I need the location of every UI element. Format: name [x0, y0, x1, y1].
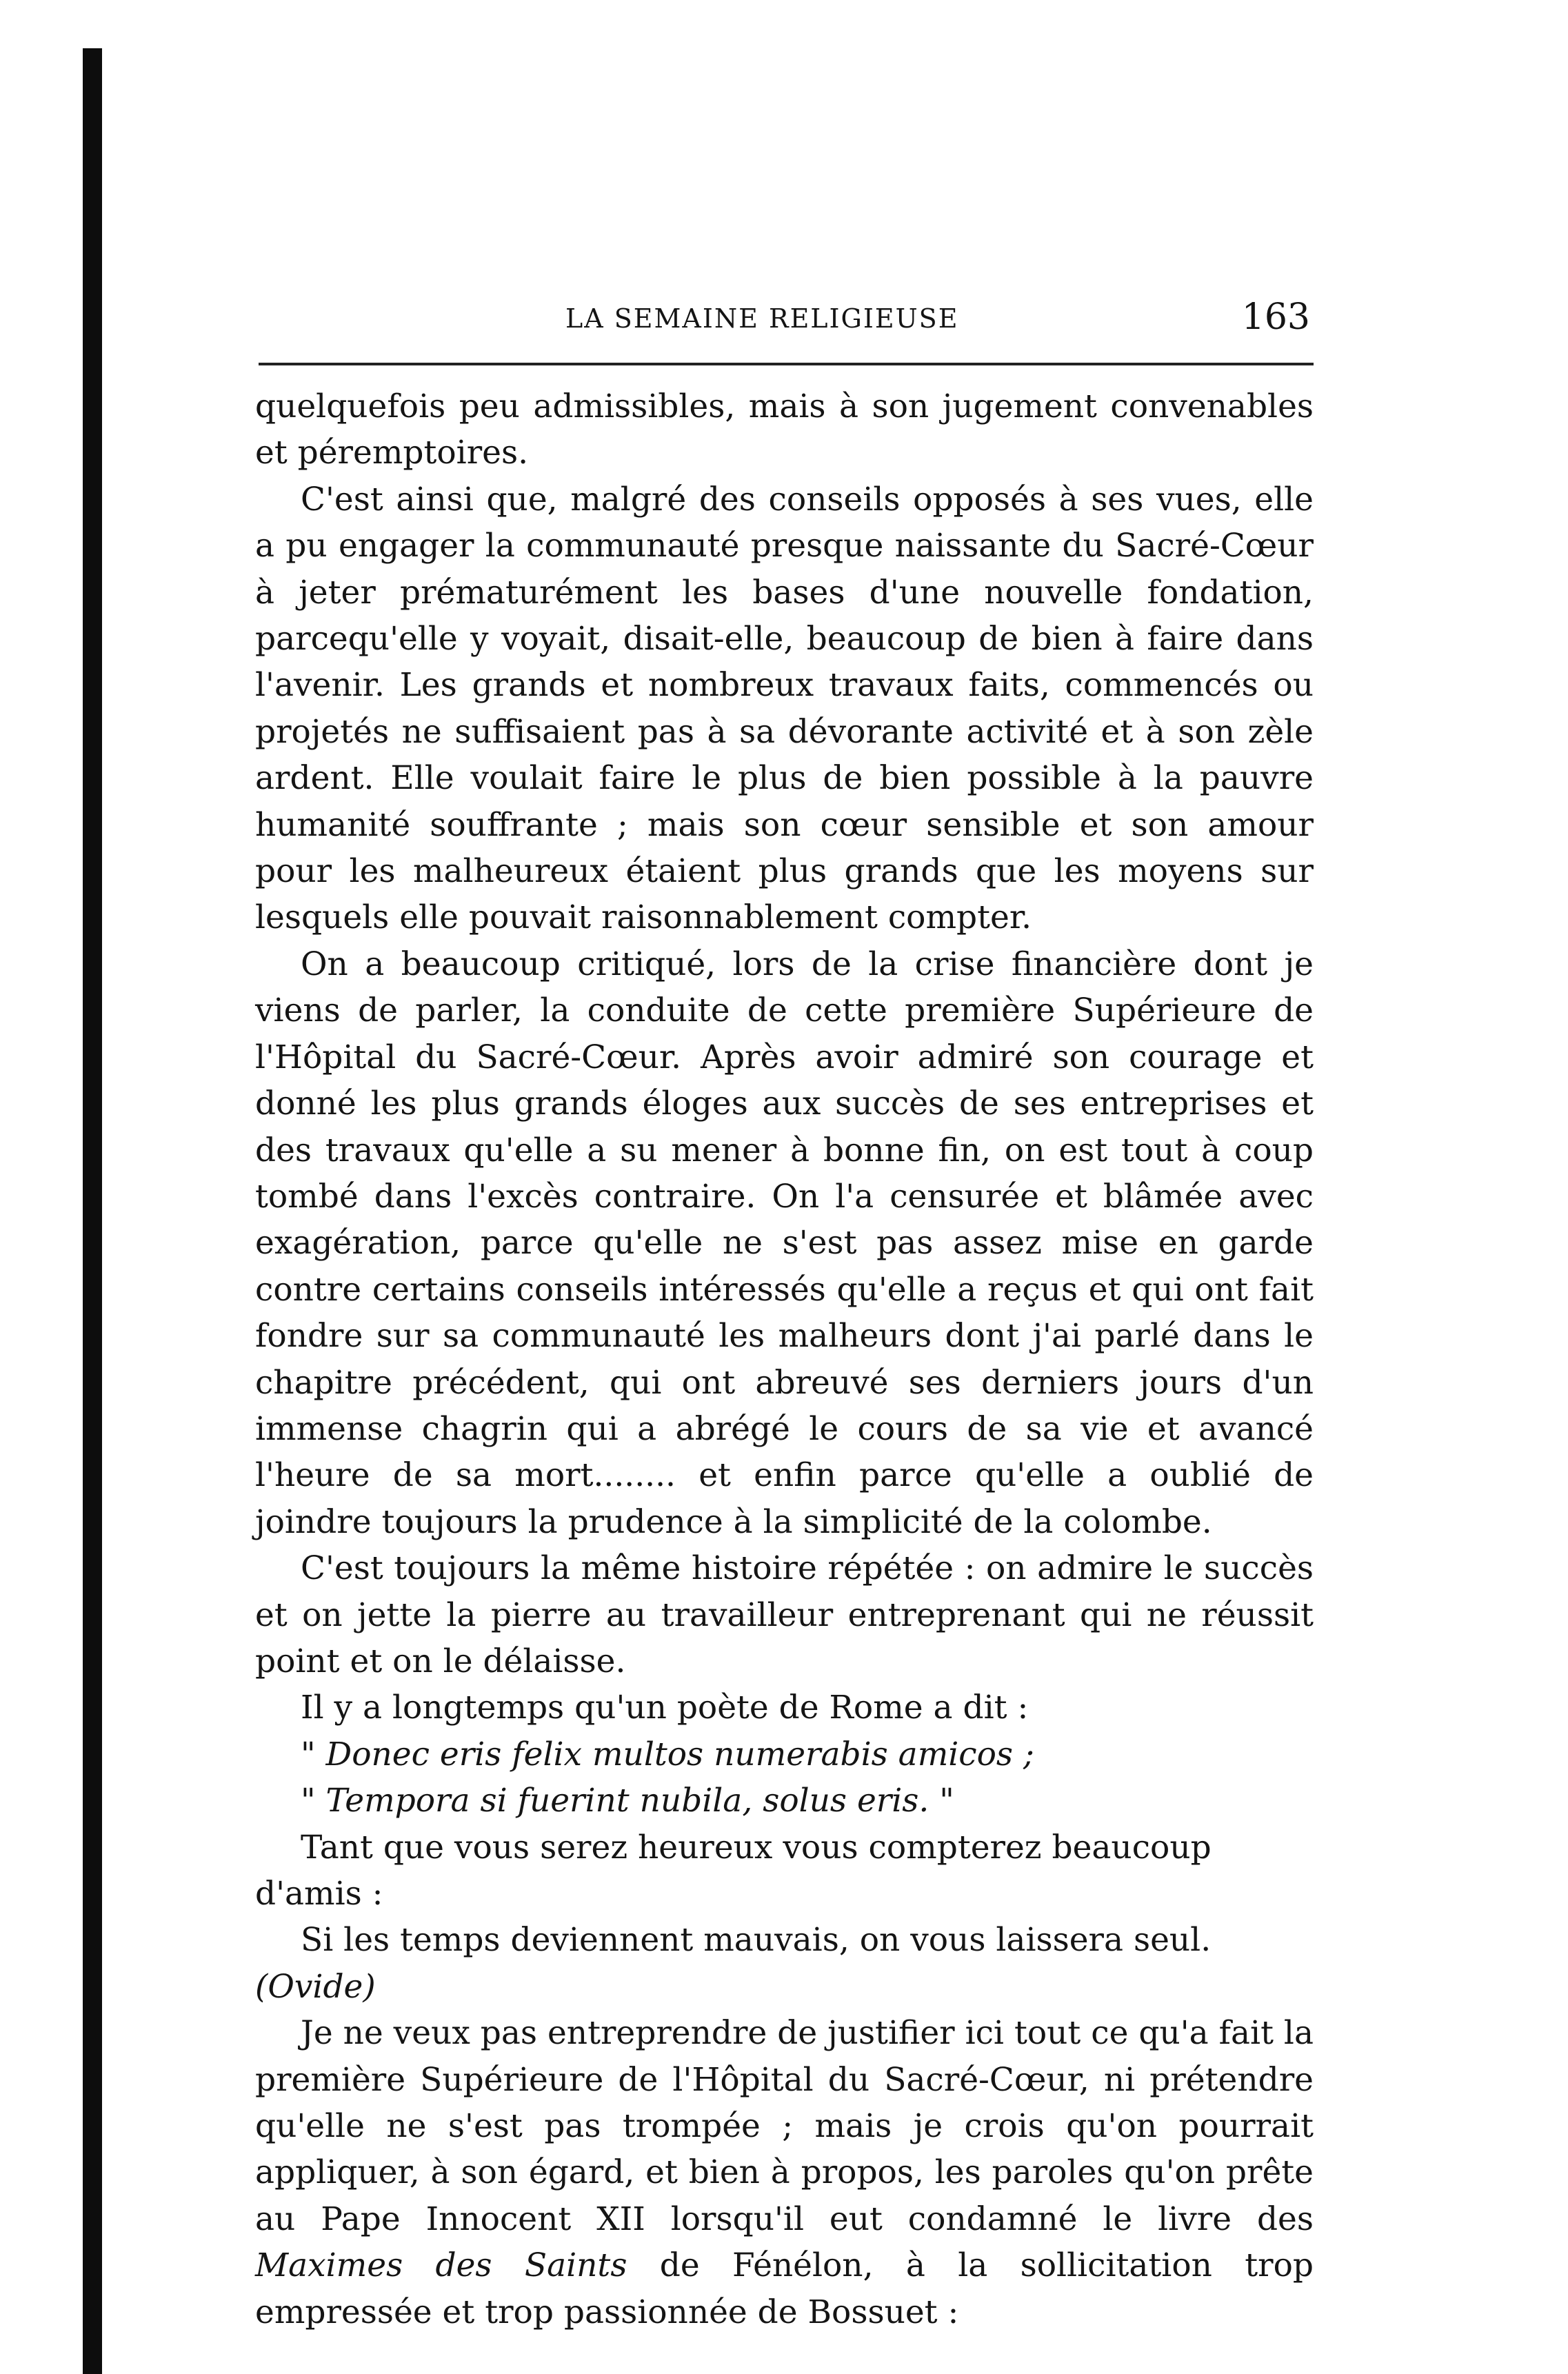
paragraph-3: On a beaucoup critiqué, lors de la crise financière dont je viens de parler, la conduite de cette première Supérieure de l'Hôpital du Sacré-Cœur. Après avoir admiré son courage et donné les plus grands éloges aux succès de ses entreprises et des travaux qu'elle a su mener à bonne fin, on est tout à coup tombé dans l'excès contraire. On l'a censurée et blâmée avec exagération, parce qu'elle ne s'est pas assez mise en garde contre certains conseils intéressés qu'elle a reçus et qui ont fait fondre sur sa communauté les malheurs dont j'ai parlé dans le chapitre précédent, qui ont abreuvé ses derniers jours d'un immense chagrin qui a abrégé le cours de sa vie et avancé l'heure de sa mort........ et enfin parce qu'elle a oublié de joindre toujours la prudence à la simplicité de la colombe.	[255, 945, 1314, 1541]
translation-source: (Ovide)	[255, 1967, 376, 2006]
translation-line-2	[255, 1917, 1314, 2010]
translation-line-1: Tant que vous serez heureux vous compterez beaucoup d'amis :	[255, 1828, 1212, 1913]
translation-line-2-text: Si les temps deviennent mauvais, on vous laissera seul.	[301, 1921, 1212, 1960]
paragraph-2: C'est ainsi que, malgré des conseils opposés à ses vues, elle a pu engager la communauté presque naissante du Sacré-Cœur à jeter prématurément les bases d'une nouvelle fondation, parcequ'elle y voyait, disait-elle, beaucoup de bien à faire dans l'avenir. Les grands et nombreux travaux faits, commencés ou projetés ne suffisaient pas à sa dévorante activité et à son zèle ardent. Elle voulait faire le plus de bien possible à la pauvre humanité souffrante ; mais son cœur sensible et son amour pour les malheureux étaient plus grands que les moyens sur lesquels elle pouvait raisonnablement compter.	[255, 480, 1314, 937]
header-rule	[259, 363, 1314, 365]
paragraph-6	[255, 2010, 1314, 2335]
paragraph-1: quelquefois peu admissibles, mais à son jugement convenables et péremptoires.	[255, 388, 1314, 472]
latin-quote-line-2: " Tempora si fuerint nubila, solus eris. "	[301, 1782, 954, 1820]
paragraph-4: C'est toujours la même histoire répétée : on admire le succès et on jette la pierre au travailleur entreprenant qui ne réussit point et on le délaisse.	[255, 1549, 1314, 1680]
paragraph-6-end: de Fénélon, à la sollicitation trop empressée et trop passionnée de Bossuet :	[255, 2246, 1314, 2331]
book-title: Maximes des Saints	[255, 2246, 627, 2285]
page-number: 163	[1241, 296, 1310, 338]
page-body	[255, 383, 1314, 2335]
page-binding-edge	[83, 48, 102, 2374]
paragraph-6-start: Je ne veux pas entreprendre de justifier ici tout ce qu'a fait la première Supérieure de l'Hôpital du Sacré-Cœur, ni prétendre qu'elle ne s'est pas trompée ; mais je crois qu'on pourrait appliquer, à son égard, et bien à propos, les paroles qu'on prête au Pape Innocent XII lorsqu'il eut condamné le livre des	[255, 2014, 1314, 2238]
latin-quote-line-1: " Donec eris felix multos numerabis amicos ;	[301, 1735, 1034, 1773]
running-title: LA SEMAINE RELIGIEUSE	[565, 303, 959, 334]
paragraph-5: Il y a longtemps qu'un poète de Rome a dit :	[301, 1689, 1029, 1727]
running-header	[262, 296, 1310, 352]
